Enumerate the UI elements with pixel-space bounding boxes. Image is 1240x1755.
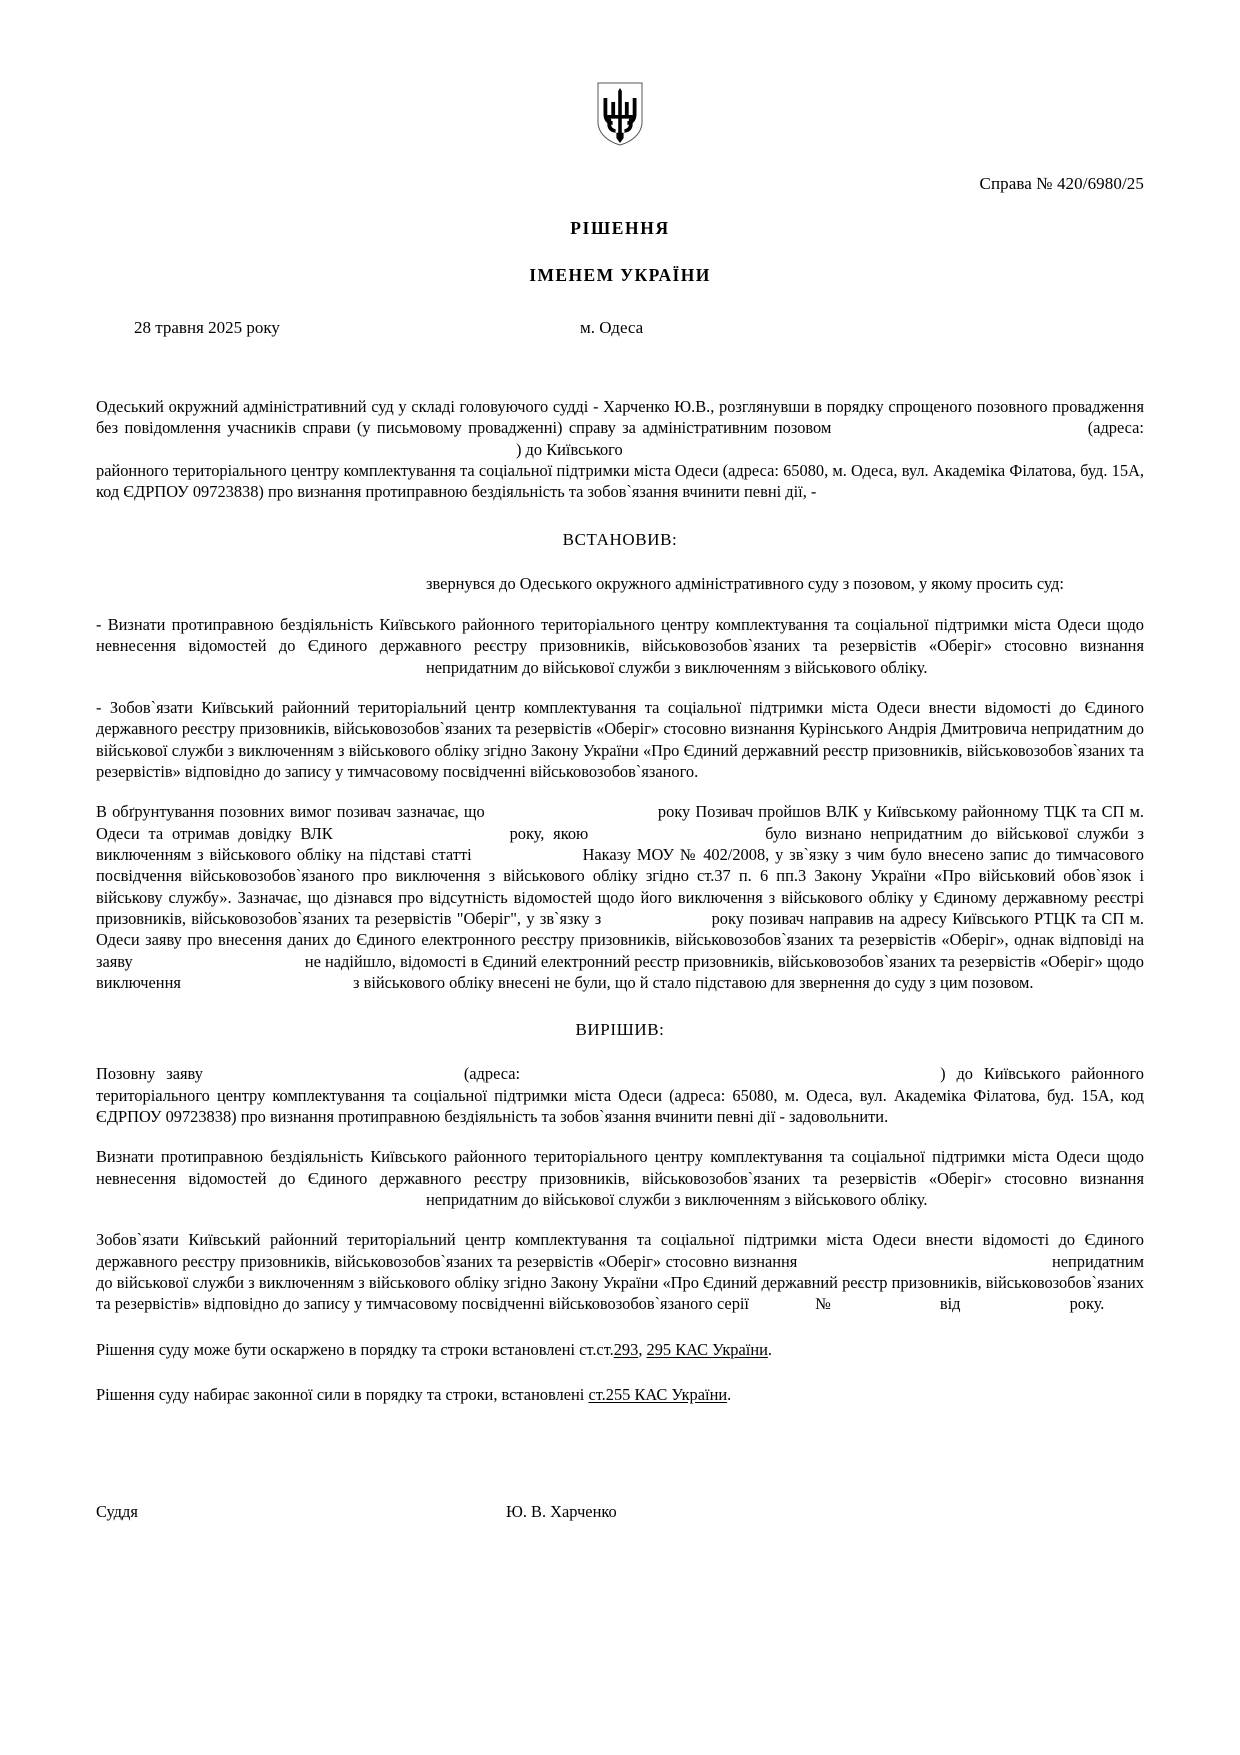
- reasoning-c: року, якою: [509, 823, 589, 843]
- redacted-issue-date: [965, 1293, 1070, 1314]
- redacted-person-2: [597, 823, 765, 844]
- redacted-lead-name: [176, 573, 426, 594]
- redacted-decided-3-name: [802, 1251, 1052, 1272]
- reasoning-i: військового обліку внесені не були, що й стало підставою для звернення до суду з цим позовом.: [363, 972, 1034, 992]
- section-heading-established: ВСТАНОВИВ:: [562, 529, 678, 549]
- decided-1-d: Київського районного територіального центру комплектування та соціальної підтримки міста Одеси (адреса: 65080, м. Одеса, вул. Академіка Філатова, буд. 15А, код ЄДРПОУ 09723838) про визнання протиправною бездіяльність та зобов`язання вчинити певні дії - задовольнити.: [96, 1064, 1144, 1127]
- redacted-certificate-no: [342, 823, 510, 844]
- decided-3-f: року.: [1069, 1294, 1105, 1314]
- established-lead-text: звернувся до Одеського окружного адміністративного суду з позовом, у якому просить суд:: [426, 573, 1064, 593]
- intro-address-close: ) до Київського: [516, 439, 623, 459]
- signature-block: [96, 1501, 1144, 1525]
- reasoning-paragraph: [96, 801, 1144, 993]
- claim-item-1: [96, 614, 1144, 678]
- redacted-series: [753, 1293, 815, 1314]
- decided-paragraph-3: [96, 1229, 1144, 1314]
- decided-2-a: Визнати протиправною бездіяльність Київського районного територіального центру комплектування та соціальної підтримки міста Одеси щодо невнесення відомостей до Єдиного державного реєстру призовників, військовозобов`язаних та резервістів «Оберіг» стосовно визнання: [96, 1147, 1144, 1188]
- document-subtitle: ІМЕНЕМ УКРАЇНИ: [529, 265, 711, 285]
- decided-3-d: №: [815, 1294, 831, 1314]
- decided-3-e: від: [939, 1294, 961, 1314]
- redacted-reason: [607, 908, 712, 929]
- dateline: [96, 318, 1144, 340]
- judge-name: Ю. В. Харченко: [506, 1502, 617, 1522]
- intro-line1: Одеський окружний адміністративний суд у складі головуючого судді - Харченко Ю.В., розглянувши в порядку спрощеного позовного провадження без повідомлення учасників справи (у письмовому провадженні) справу за адміністративним позовом: [96, 397, 1144, 438]
- claim-1-text-b: непридатним до військової служби з виключенням з військового обліку.: [426, 657, 928, 677]
- decision-place: м. Одеса: [580, 318, 644, 337]
- decided-paragraph-2: [96, 1146, 1144, 1210]
- decided-1-c: ) до: [940, 1064, 973, 1084]
- redacted-plaintiff-address: [96, 439, 516, 460]
- ukraine-trident-coat-of-arms-icon: [597, 82, 643, 146]
- appeal-separator: ,: [638, 1339, 647, 1359]
- redacted-applicant-name: [214, 1063, 464, 1084]
- reasoning-g: не надійшло, відомості в Єдиний електронний реєстр призовників, військовозобов`язаних та резервістів «Оберіг» щодо виключення: [96, 951, 1144, 992]
- reasoning-b: року Позивач пройшов ВЛК у Київському районному ТЦК та СП м. Одеси та отримав довідку ВЛК: [96, 802, 1144, 843]
- redacted-date-2: [137, 951, 305, 972]
- redacted-applicant-address: [520, 1063, 940, 1084]
- reasoning-h: з: [352, 972, 360, 992]
- intro-address-open: (адреса:: [1087, 418, 1144, 438]
- decided-paragraph-1: [96, 1063, 1144, 1127]
- document-title: РІШЕННЯ: [570, 218, 670, 238]
- force-notice: [96, 1384, 1144, 1405]
- case-number: Справа № 420/6980/25: [979, 174, 1144, 193]
- force-text-a: Рішення суду набирає законної сили в порядку та строки, встановлені: [96, 1385, 585, 1405]
- redacted-number: [835, 1293, 940, 1314]
- document-body: [96, 396, 1144, 1525]
- reasoning-a: В обґрунтування позовних вимог позивач зазначає, що: [96, 802, 485, 822]
- reasoning-d: було визнано непридатним до військової служби з виключенням з військового обліку на підставі статті: [96, 823, 1144, 865]
- appeal-notice: [96, 1339, 1144, 1360]
- appeal-text-end: .: [767, 1339, 772, 1359]
- established-lead: [96, 573, 1144, 594]
- decided-2-b: непридатним до військової служби з виключенням з військового обліку.: [426, 1190, 928, 1210]
- law-reference-255[interactable]: ст.255 КАС України: [588, 1385, 728, 1405]
- redacted-article: [478, 844, 583, 865]
- reasoning-f: року позивач направив на адресу Київського РТЦК та СП м. Одеси заяву про внесення даних до Єдиного електронного реєстру призовників, військовозобов`язаних та резервістів «Оберіг», однак відповіді на заяву: [96, 909, 1144, 971]
- reasoning-e: Наказу МОУ № 402/2008, у зв`язку з чим було внесено запис до тимчасового посвідчення військовозобов`язаного про виключення з військового обліку згідно ст.37 п. 6 пп.3 Закону України «Про військовий обов`язок і військову службу». Зазначає, що дізнався про відсутність відомостей щодо його виключення з військового обліку у Єдиному державному реєстрі призовників, військовозобов`язаних та резервістів "Оберіг", у зв`язку з: [96, 845, 1144, 928]
- redacted-claim-1-name: [96, 657, 426, 678]
- decided-3-a: Зобов`язати Київський районний територіальний центр комплектування та соціальної підтримки міста Одеси внести відомості до Єдиного державного реєстру призовників, військовозобов`язаних та резервістів «Оберіг» стосовно визнання: [96, 1230, 1144, 1271]
- decided-1-b: (адреса:: [463, 1064, 521, 1084]
- decided-1-a: Позовну заяву: [96, 1064, 203, 1084]
- force-text-end: .: [727, 1385, 732, 1405]
- claim-1-text-a: - Визнати протиправною бездіяльність Київського районного територіального центру комплектування та соціальної підтримки міста Одеси щодо невнесення відомостей до Єдиного державного реєстру призовників, військовозобов`язаних та резервістів «Оберіг» стосовно визнання: [96, 615, 1144, 656]
- law-reference-295[interactable]: 295 КАС України: [646, 1339, 768, 1359]
- redacted-person-3: [185, 972, 353, 993]
- appeal-text-a: Рішення суду може бути оскаржено в порядку та строки встановлені ст.ст.: [96, 1339, 614, 1359]
- law-reference-293[interactable]: 293: [613, 1339, 639, 1359]
- section-heading-decided: ВИРІШИВ:: [575, 1020, 665, 1040]
- claim-item-2: - Зобов`язати Київський районний територіальний центр комплектування та соціальної підтримки міста Одеси внести відомості до Єдиного державного реєстру призовників, військовозобов`язаних та резервістів «Оберіг» стосовно визнання Курінського Андрія Дмитровича непридатним до військової служби з виключенням з військового обліку згідно Закону України «Про Єдиний державний реєстр призовників, військовозобов`язаних та резервістів» відповідно до запису у тимчасовому посвідченні військовозобов`язаного.: [96, 698, 1144, 782]
- intro-paragraph: [96, 396, 1144, 460]
- judge-role-label: Суддя: [96, 1502, 138, 1522]
- redacted-plaintiff-name: [838, 417, 1088, 438]
- redacted-date-1: [490, 801, 658, 822]
- emblem-container: [96, 0, 1144, 146]
- decision-date: 28 травня 2025 року: [134, 318, 280, 337]
- decided-3-c: серії: [716, 1294, 749, 1314]
- decided-3-b: непридатним до військової служби з виключенням з військового обліку згідно Закону України «Про Єдиний державний реєстр призовників, військовозобов`язаних та резервістів» відповідно до запису у тимчасовому посвідченні військовозобов`язаного: [96, 1251, 1144, 1314]
- intro-paragraph-2: районного територіального центру комплектування та соціальної підтримки міста Одеси (адреса: 65080, м. Одеса, вул. Академіка Філатова, буд. 15А, код ЄДРПОУ 09723838) про визнання протиправною бездіяльність та зобов`язання вчинити певні дії, -: [96, 460, 1144, 502]
- redacted-decided-2-name: [96, 1189, 426, 1210]
